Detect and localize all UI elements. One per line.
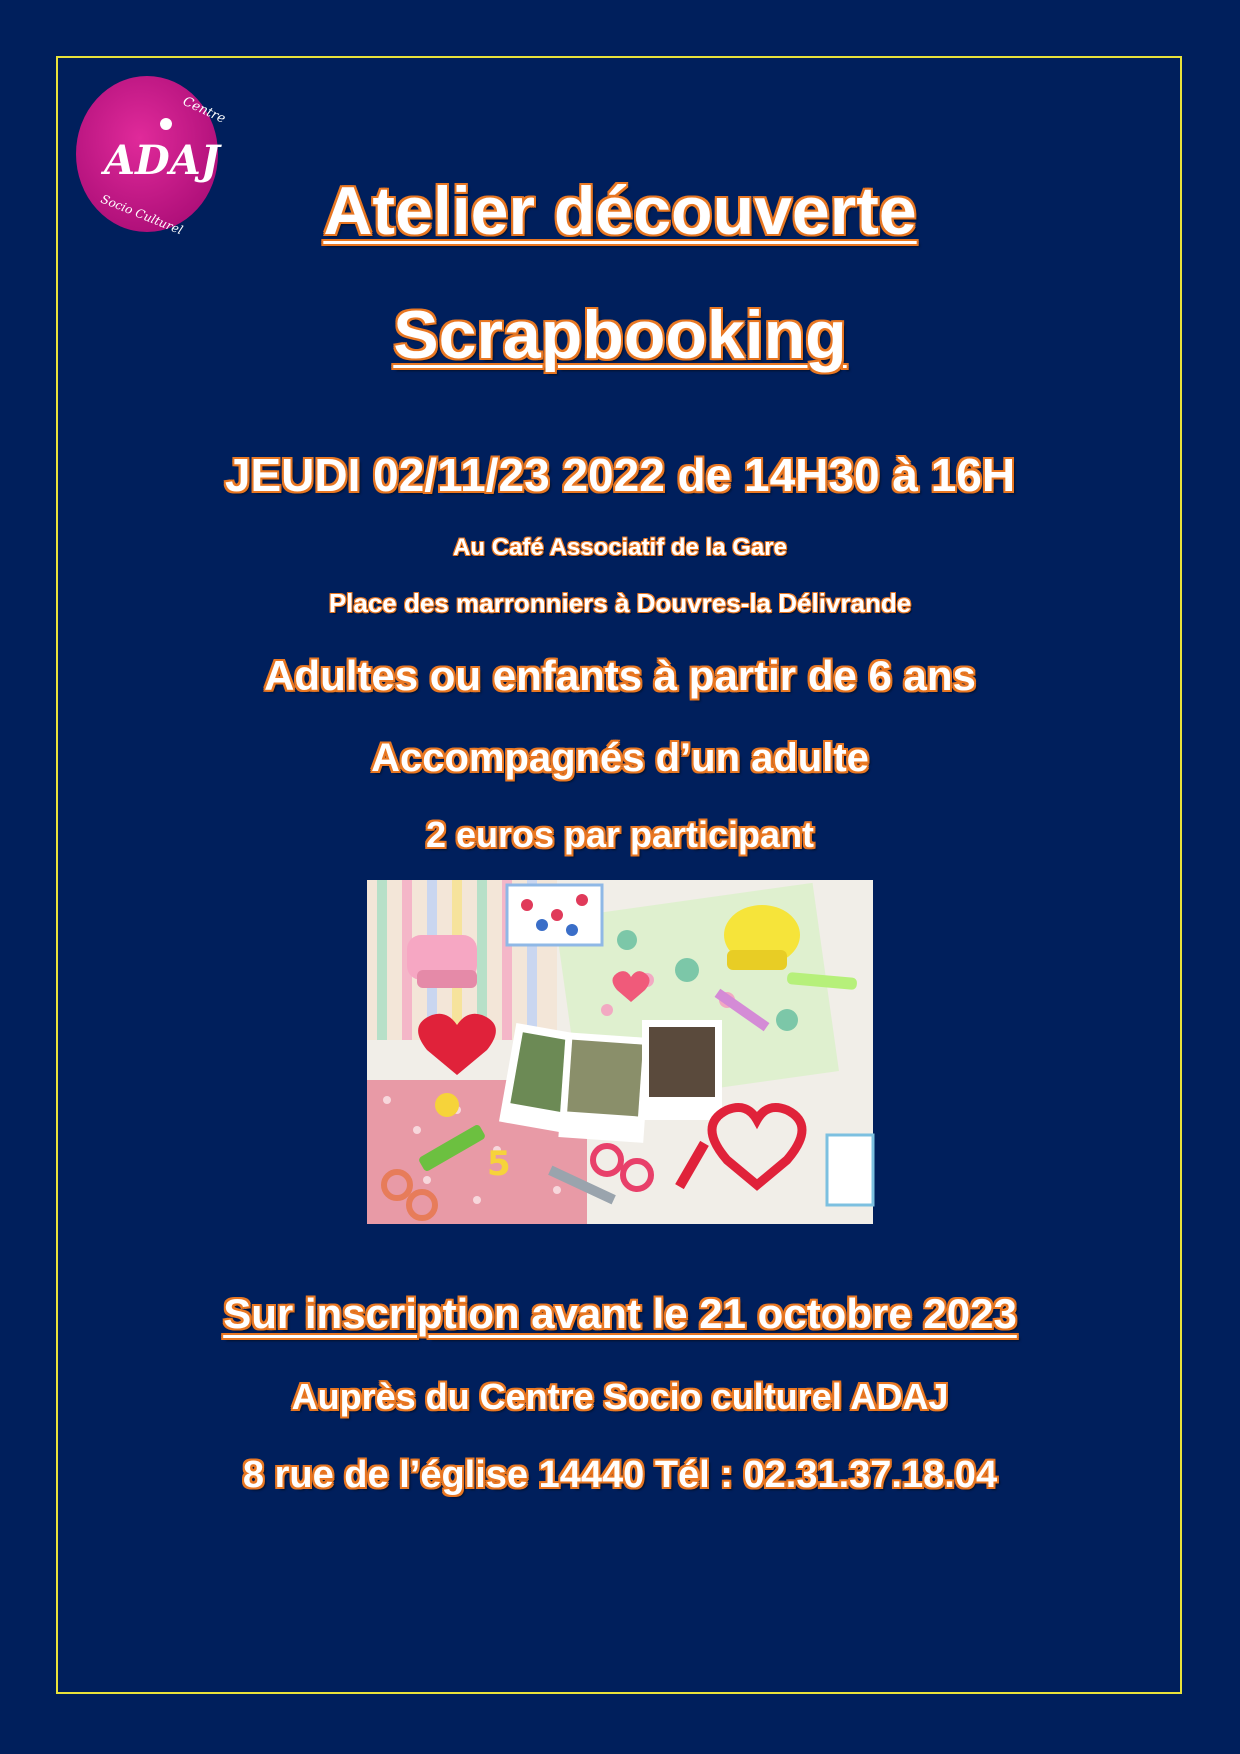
- contact-address-phone: 8 rue de l’église 14440 Tél : 02.31.37.18.04: [242, 1454, 998, 1496]
- location-address: Place des marronniers à Douvres-la Délivrande: [328, 588, 912, 618]
- polaroid-3: [642, 1020, 722, 1120]
- price-line: 2 euros par participant: [425, 814, 815, 855]
- accompaniment-line: Accompagnés d’un adulte: [371, 736, 869, 780]
- title-line-2: Scrapbooking: [393, 297, 847, 373]
- location-venue: Au Café Associatif de la Gare: [453, 534, 787, 561]
- title-line-1: Atelier découverte: [323, 173, 917, 249]
- audience-line: Adultes ou enfants à partir de 6 ans: [264, 652, 976, 699]
- registration-deadline: Sur inscription avant le 21 octobre 2023: [223, 1290, 1017, 1337]
- logo-bottom-text: Socio Culturel: [98, 191, 185, 238]
- polaroid-2: [558, 1032, 650, 1143]
- contact-organization: Auprès du Centre Socio culturel ADAJ: [291, 1376, 949, 1417]
- logo-figure-head: [160, 118, 172, 130]
- logo-main-text: ADAJ: [104, 137, 220, 184]
- logo-top-text: Centre: [180, 94, 228, 127]
- event-date: JEUDI 02/11/23 2022 de 14H30 à 16H: [224, 449, 1016, 501]
- scrapbooking-photo: [367, 880, 873, 1224]
- svg-text:5: 5: [487, 1144, 511, 1184]
